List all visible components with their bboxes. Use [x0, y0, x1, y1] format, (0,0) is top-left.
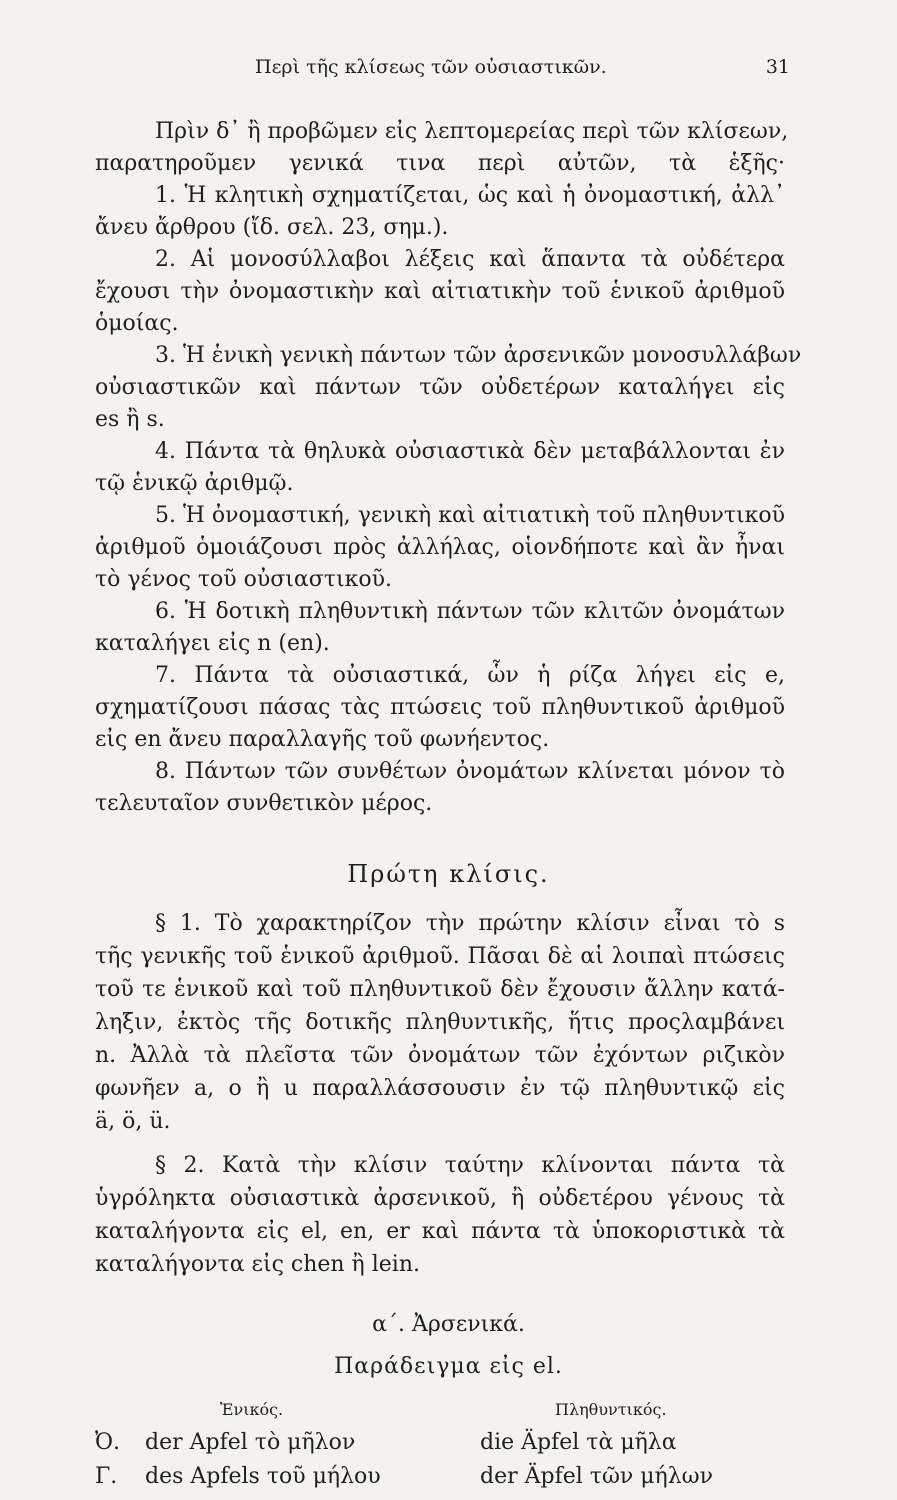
text-line: 1. Ἡ κλητικὴ σχηματίζεται, ὡς καὶ ἡ ὀνομαστική, ἀλλ᾽: [155, 183, 785, 208]
text-line: 7. Πάντα τὰ οὐσιαστικά, ὧν ἡ ρίζα λήγει εἰς e,: [155, 663, 785, 688]
plural-form: der Äpfel τῶν μήλων: [480, 1464, 713, 1489]
header-title: Περὶ τῆς κλίσεως τῶν οὐσιαστικῶν.: [255, 56, 607, 78]
text-line: 3. Ἡ ἑνικὴ γενικὴ πάντων τῶν ἀρσενικῶν μονοσυλλάβων: [155, 343, 802, 368]
text-line: ἀριθμοῦ ὁμοιάζουσι πρὸς ἀλλήλας, οἱονδήποτε καὶ ἂν ἦναι: [95, 535, 785, 560]
text-line: ä, ö, ü.: [95, 1109, 171, 1134]
text-line: 5. Ἡ ὀνομαστική, γενικὴ καὶ αἰτιατικὴ τοῦ πληθυντικοῦ: [155, 503, 785, 528]
plural-form: die Äpfel τὰ μῆλα: [480, 1430, 677, 1455]
text-line: τῷ ἑνικῷ ἀριθμῷ.: [95, 471, 294, 496]
text-line: es ἢ s.: [95, 407, 165, 432]
text-line: ὁμοίας.: [95, 311, 179, 336]
text-line: σχηματίζουσι πάσας τὰς πτώσεις τοῦ πληθυντικοῦ ἀριθμοῦ: [95, 695, 785, 720]
text-line: ἄνευ ἄρθρου (ἴδ. σελ. 23, σημ.).: [95, 215, 449, 240]
example-title: Παράδειγμα εἰς el.: [334, 1354, 563, 1379]
case-label: Ὀ.: [95, 1430, 121, 1455]
text-line: 4. Πάντα τὰ θηλυκὰ οὐσιαστικὰ δὲν μεταβάλλονται ἐν: [155, 439, 785, 464]
text-line: τελευταῖον συνθετικὸν μέρος.: [95, 791, 433, 816]
plural-label: Πληθυντικός.: [555, 1400, 667, 1419]
text-line: καταλήγοντα εἰς chen ἢ lein.: [95, 1252, 420, 1277]
paradigm-row: [95, 1464, 795, 1494]
page-number: 31: [765, 56, 790, 78]
section-heading: Πρώτη κλίσις.: [347, 860, 550, 888]
text-line: παρατηροῦμεν γενικά τινα περὶ αὐτῶν, τὰ ἑξῆς·: [95, 151, 785, 176]
text-line: Πρὶν δ᾽ ἢ προβῶμεν εἰς λεπτομερείας περὶ τῶν κλίσεων,: [155, 119, 789, 144]
singular-form: des Apfels τοῦ μήλου: [145, 1464, 381, 1489]
text-line: τοῦ τε ἑνικοῦ καὶ τοῦ πληθυντικοῦ δὲν ἔχουσιν ἄλλην κατά-: [95, 977, 785, 1002]
text-line: n. Ἀλλὰ τὰ πλεῖστα τῶν ὀνομάτων τῶν ἐχόντων ριζικὸν: [95, 1043, 785, 1068]
subsection-title: α΄. Ἀρσενικά.: [372, 1312, 525, 1337]
text-line: 2. Αἱ μονοσύλλαβοι λέξεις καὶ ἅπαντα τὰ οὐδέτερα: [155, 247, 785, 272]
text-line: 8. Πάντων τῶν συνθέτων ὀνομάτων κλίνεται μόνον τὸ: [155, 759, 785, 784]
text-line: καταλήγοντα εἰς el, en, er καὶ πάντα τὰ ὑποκοριστικὰ τὰ: [95, 1219, 785, 1244]
text-line: οὐσιαστικῶν καὶ πάντων τῶν οὐδετέρων καταλήγει εἰς: [95, 375, 785, 400]
text-line: τῆς γενικῆς τοῦ ἑνικοῦ ἀριθμοῦ. Πᾶσαι δὲ αἱ λοιπαὶ πτώσεις: [95, 944, 785, 969]
text-line: § 2. Κατὰ τὴν κλίσιν ταύτην κλίνονται πάντα τὰ: [155, 1153, 785, 1178]
paradigm-row: [95, 1430, 795, 1460]
singular-form: der Apfel τὸ μῆλον: [145, 1430, 356, 1455]
singular-label: Ἑνικός.: [220, 1400, 284, 1419]
text-line: ληξιν, ἐκτὸς τῆς δοτικῆς πληθυντικῆς, ἥτις προςλαμβάνει: [95, 1010, 785, 1035]
case-label: Γ.: [95, 1464, 118, 1489]
text-line: φωνῆεν a, o ἢ u παραλλάσσουσιν ἐν τῷ πληθυντικῷ εἰς: [95, 1076, 785, 1101]
text-line: § 1. Τὸ χαρακτηρίζον τὴν πρώτην κλίσιν εἶναι τὸ s: [155, 911, 785, 936]
text-line: καταλήγει εἰς n (en).: [95, 631, 330, 656]
text-line: 6. Ἡ δοτικὴ πληθυντικὴ πάντων τῶν κλιτῶν ὀνομάτων: [155, 599, 785, 624]
text-line: ἔχουσι τὴν ὀνομαστικὴν καὶ αἰτιατικὴν τοῦ ἑνικοῦ ἀριθμοῦ: [95, 279, 785, 304]
text-line: ὑγρόληκτα οὐσιαστικὰ ἀρσενικοῦ, ἢ οὐδετέρου γένους τὰ: [95, 1186, 785, 1211]
text-line: εἰς en ἄνευ παραλλαγῆς τοῦ φωνήεντος.: [95, 727, 550, 752]
text-line: τὸ γένος τοῦ οὐσιαστικοῦ.: [95, 567, 392, 592]
running-header: [95, 56, 800, 86]
